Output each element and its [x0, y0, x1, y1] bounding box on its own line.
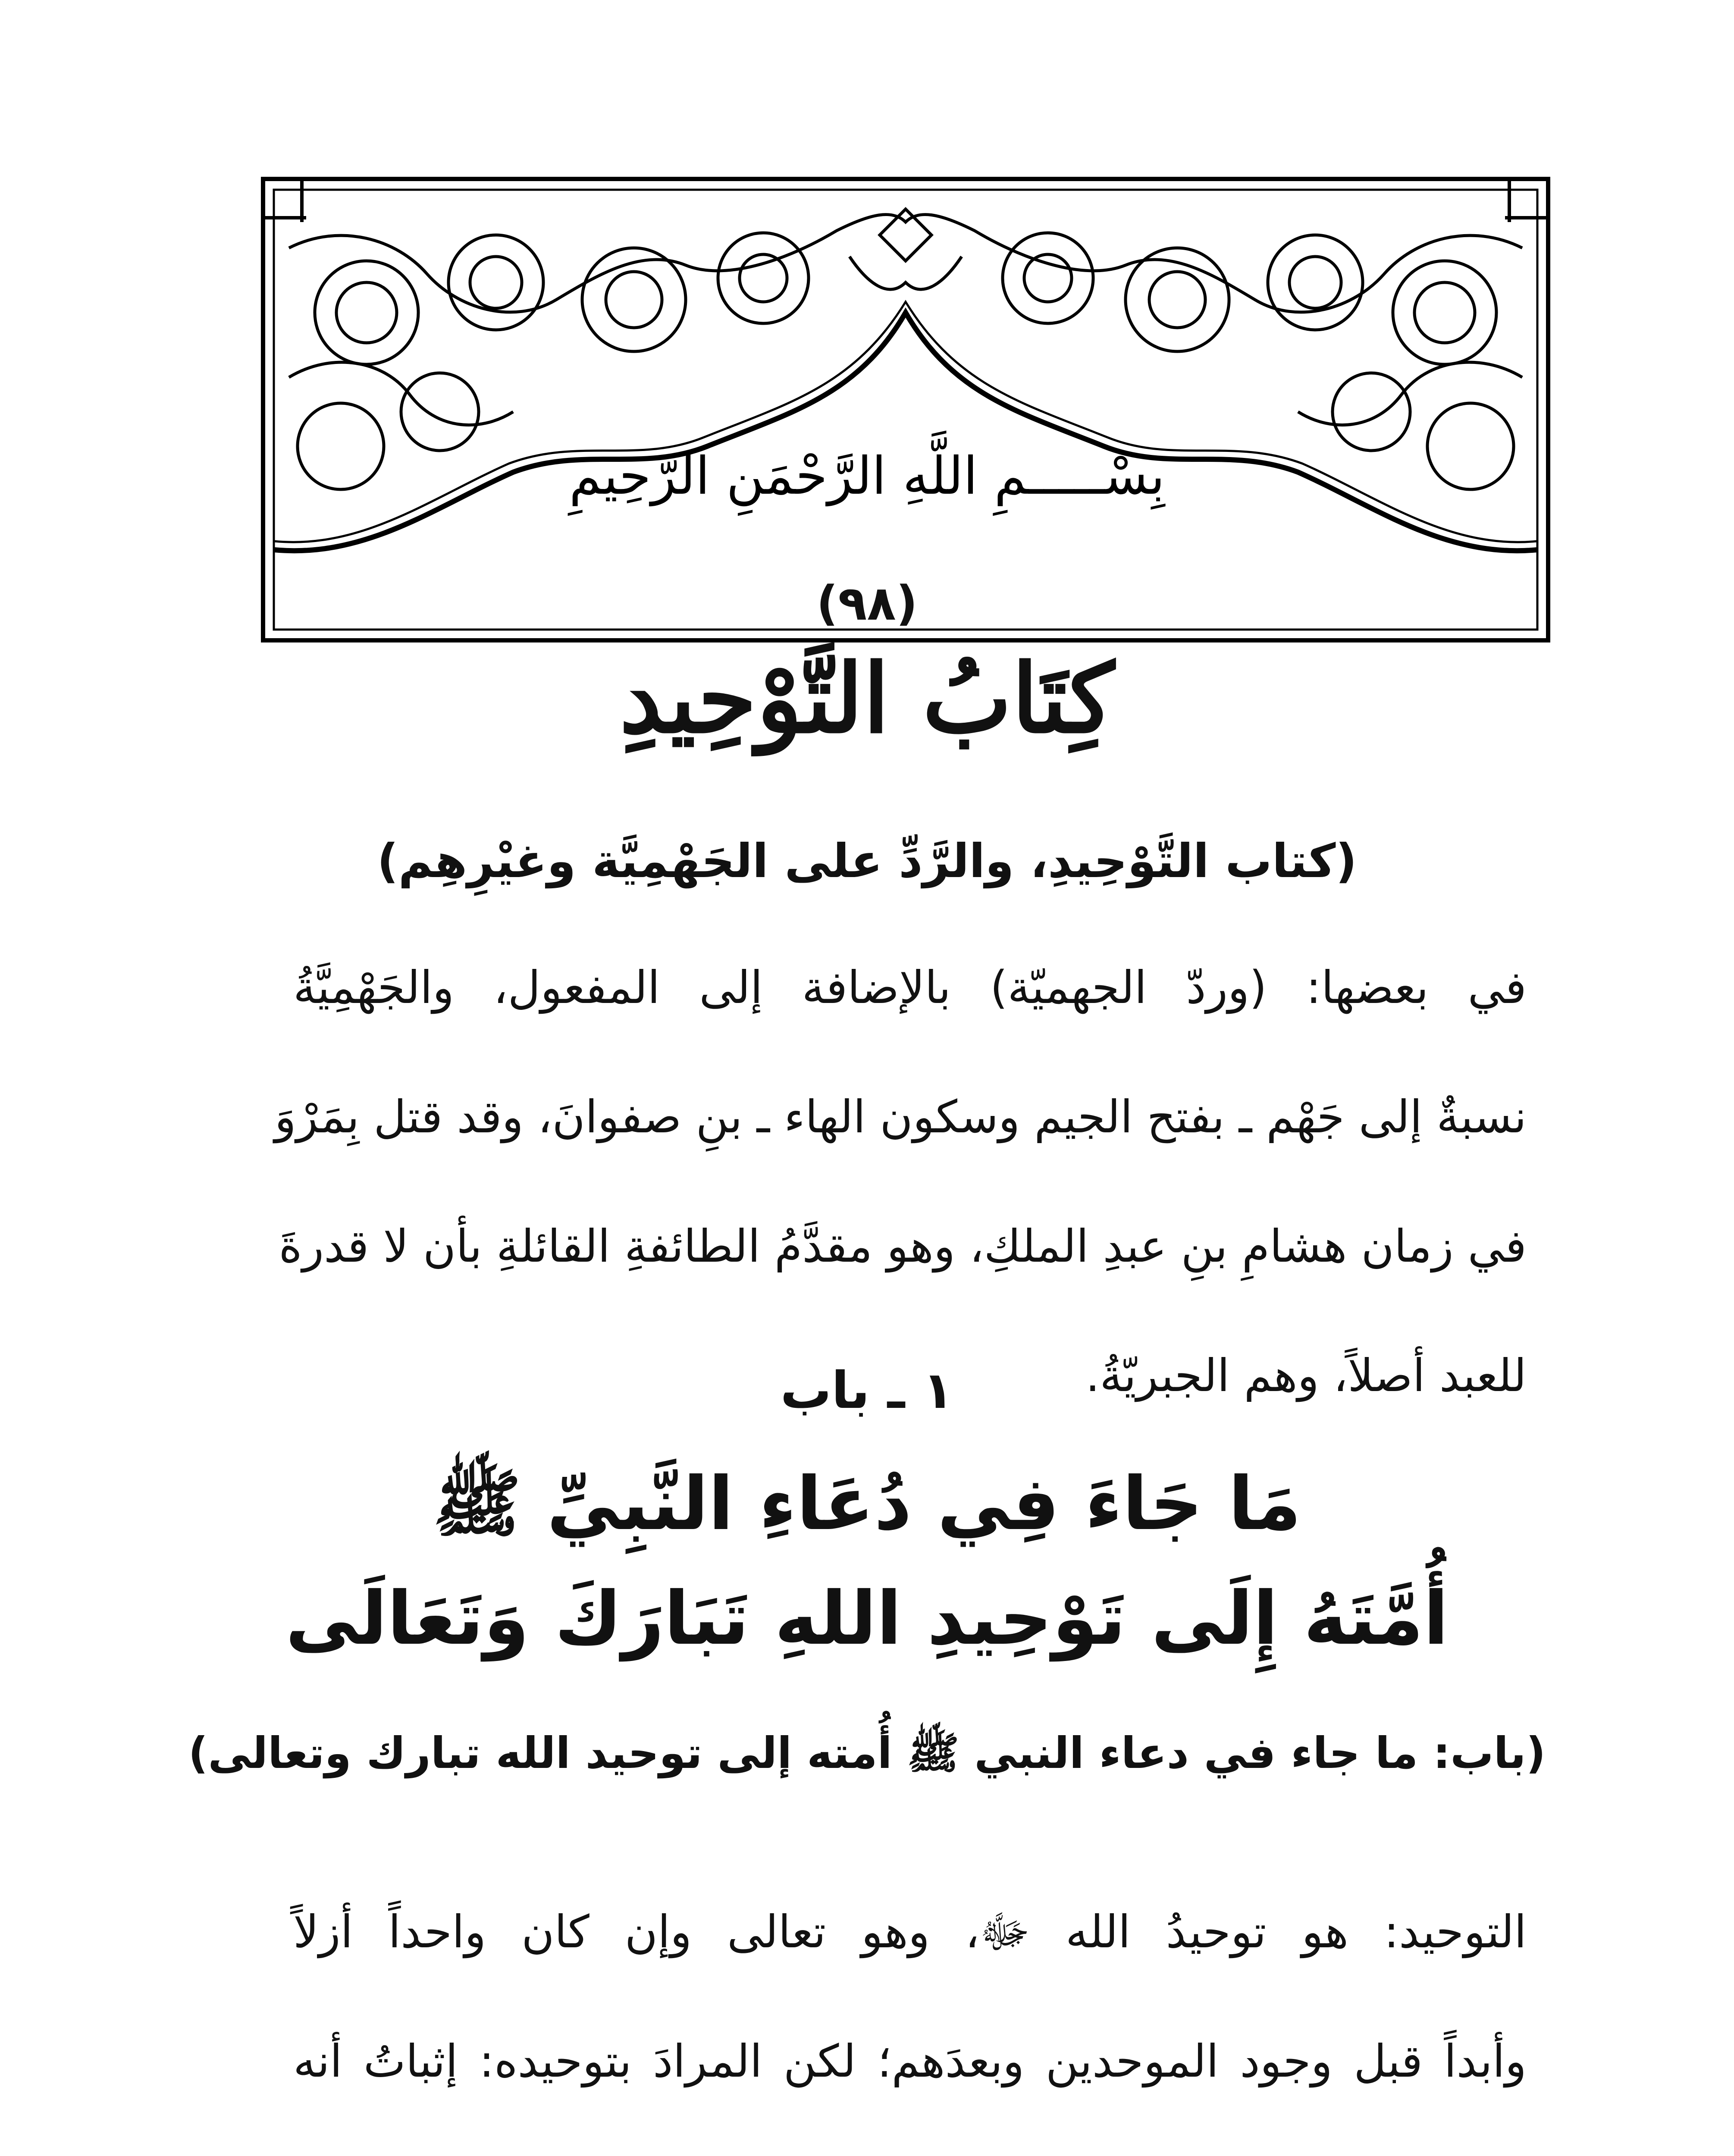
- paragraph-line: في زمان هشامِ بنِ عبدِ الملكِ، وهو مقدَّمُ الطائفةِ القائلةِ بأن لا قدرةَ: [279, 1220, 1527, 1272]
- book-number: (٩٨): [816, 576, 918, 631]
- paragraph-line: [293, 2126, 1527, 2156]
- book-subtitle: (كتاب التَّوْحِيدِ، والرَّدِّ على الجَهْمِيَّة وغيْرِهِم): [377, 834, 1357, 888]
- commentary-paragraph: [293, 1867, 1527, 2156]
- basmala: بِسْـــــمِ اللَّهِ الرَّحْمَنِ الرَّحِيمِ: [569, 446, 1165, 506]
- paragraph-line: للعبد أصلاً، وهم الجبريّةُ.: [1085, 1349, 1527, 1402]
- paragraph-line: نسبةٌ إلى جَهْم ـ بفتح الجيم وسكون الهاء ـ بنِ صفوانَ، وقد قتل بِمَرْوَ: [274, 1091, 1527, 1143]
- chapter-label: ١ ـ باب: [780, 1360, 954, 1420]
- chapter-heading: مَا جَاءَ فِي دُعَاءِ النَّبِيِّ ﷺ: [433, 1461, 1301, 1547]
- paragraph-line: التوحيد: هو توحيدُ الله ﷻ، وهو تعالى وإن كان واحداً أزلاً: [293, 1905, 1527, 1958]
- paragraph-line: في بعضها: (وردّ الجهميّة) بالإضافة إلى المفعول، والجَهْمِيَّةُ: [293, 961, 1527, 1014]
- chapter-subtitle: (باب: ما جاء في دعاء النبي ﷺ أُمته إلى توحيد الله تبارك وتعالى): [188, 1728, 1546, 1778]
- book-title: كِتَابُ التَّوْحِيدِ: [619, 642, 1115, 754]
- chapter-heading: أُمَّتَهُ إِلَى تَوْحِيدِ اللهِ تَبَارَكَ وَتَعَالَى: [285, 1576, 1449, 1661]
- paragraph-line: وأبداً قبل وجود الموحدين وبعدَهم؛ لكن المرادَ بتوحيده: إثباتُ أنه: [293, 2035, 1527, 2087]
